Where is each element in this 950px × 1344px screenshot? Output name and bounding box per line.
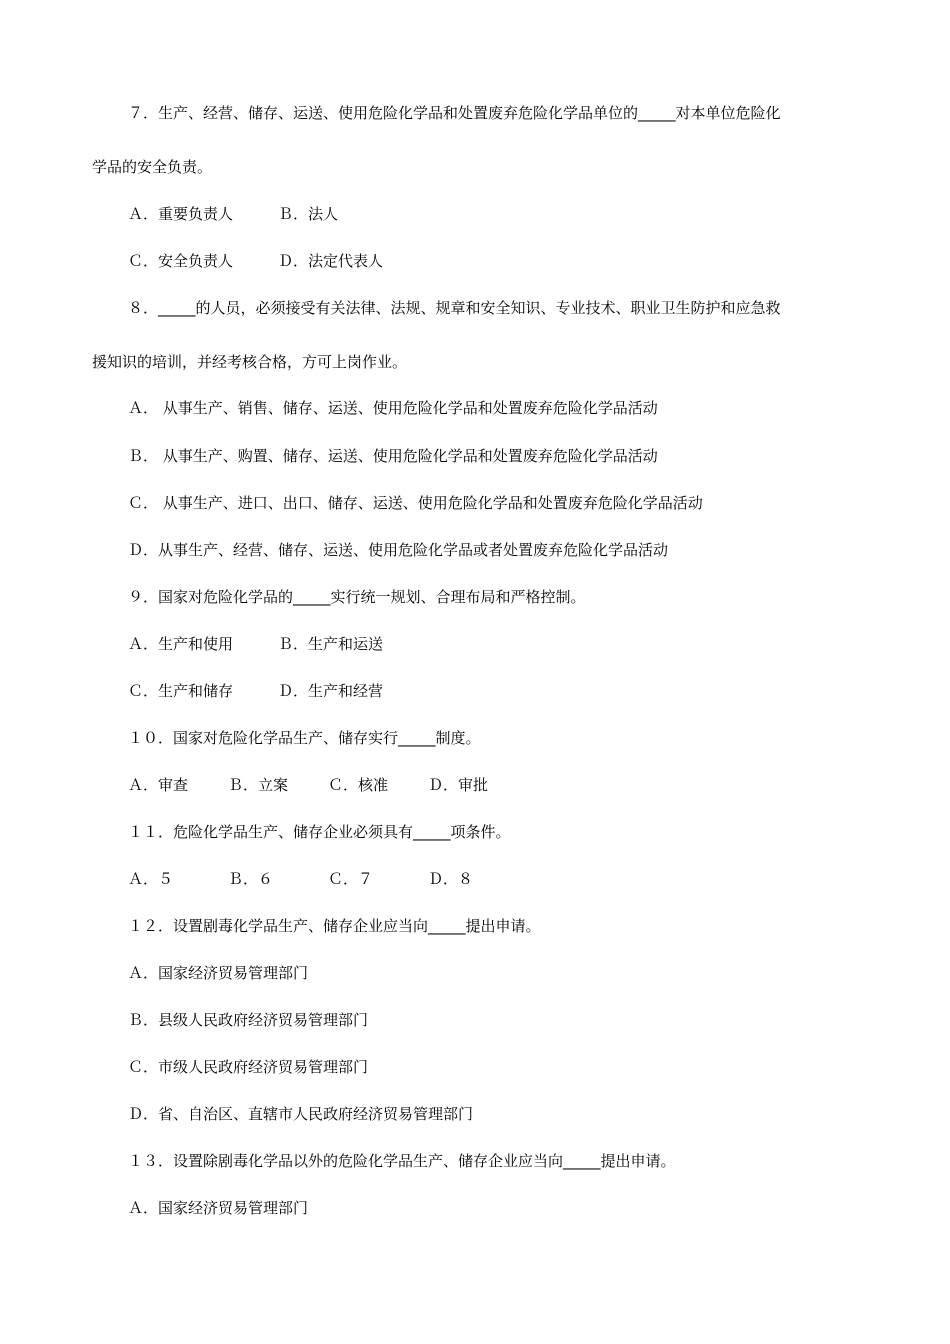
option-b: Ｂ．法人 (278, 205, 339, 223)
question-11-stem: １１．危险化学品生产、储存企业必须具有_____项条件。 (128, 823, 511, 841)
question-12-option-b: Ｂ．县级人民政府经济贸易管理部门 (128, 1011, 369, 1029)
question-13-stem: １３．设置除剧毒化学品以外的危险化学品生产、储存企业应当向_____提出申请。 (128, 1152, 676, 1170)
question-8-option-d: Ｄ．从事生产、经营、储存、运送、使用危险化学品或者处置废弃危险化学品活动 (128, 541, 669, 559)
question-9-options-row-2 (128, 681, 383, 701)
option-d: Ｄ．８ (428, 870, 474, 888)
option-a: Ａ．生产和使用 (128, 635, 234, 653)
question-8-option-a: Ａ． 从事生产、销售、储存、运送、使用危险化学品和处置废弃危险化学品活动 (128, 399, 658, 417)
question-7-stem: ７．生产、经营、储存、运送、使用危险化学品和处置废弃危险化学品单位的_____对本单位危险化 (128, 104, 781, 122)
question-12-option-a: Ａ．国家经济贸易管理部门 (128, 964, 309, 982)
question-12-option-c: Ｃ．市级人民政府经济贸易管理部门 (128, 1058, 369, 1076)
question-7-options-row-2 (128, 251, 383, 271)
question-8-stem-continued: 援知识的培训，并经考核合格，方可上岗作业。 (92, 353, 408, 371)
option-c: Ｃ．核准 (328, 776, 389, 794)
question-12-stem: １２．设置剧毒化学品生产、储存企业应当向_____提出申请。 (128, 917, 541, 935)
question-11-options (128, 869, 473, 889)
question-8-stem: ８．_____的人员，必须接受有关法律、法规、规章和安全知识、专业技术、职业卫生防护和应急救 (128, 299, 781, 317)
question-8-option-b: Ｂ． 从事生产、购置、储存、运送、使用危险化学品和处置废弃危险化学品活动 (128, 447, 658, 465)
option-a: Ａ．５ (128, 870, 174, 888)
question-13-option-a: Ａ．国家经济贸易管理部门 (128, 1199, 309, 1217)
option-d: Ｄ．生产和经营 (278, 682, 384, 700)
question-10-options (128, 775, 488, 795)
option-a: Ａ．重要负责人 (128, 205, 234, 223)
question-12-option-d: Ｄ．省、自治区、直辖市人民政府经济贸易管理部门 (128, 1105, 474, 1123)
question-10-stem: １０．国家对危险化学品生产、储存实行_____制度。 (128, 729, 481, 747)
option-c: Ｃ．生产和储存 (128, 682, 234, 700)
question-9-stem: ９．国家对危险化学品的_____实行统一规划、合理布局和严格控制。 (128, 588, 586, 606)
option-d: Ｄ．审批 (428, 776, 489, 794)
question-7-stem-continued: 学品的安全负责。 (92, 158, 213, 176)
question-7-options-row-1 (128, 204, 338, 224)
option-b: Ｂ．６ (228, 870, 274, 888)
option-a: Ａ．审查 (128, 776, 189, 794)
option-c: Ｃ．安全负责人 (128, 252, 234, 270)
option-d: Ｄ．法定代表人 (278, 252, 384, 270)
question-9-options-row-1 (128, 634, 383, 654)
option-b: Ｂ．立案 (228, 776, 289, 794)
question-8-option-c: Ｃ． 从事生产、进口、出口、储存、运送、使用危险化学品和处置废弃危险化学品活动 (128, 494, 703, 512)
option-b: Ｂ．生产和运送 (278, 635, 384, 653)
option-c: Ｃ．７ (328, 870, 374, 888)
